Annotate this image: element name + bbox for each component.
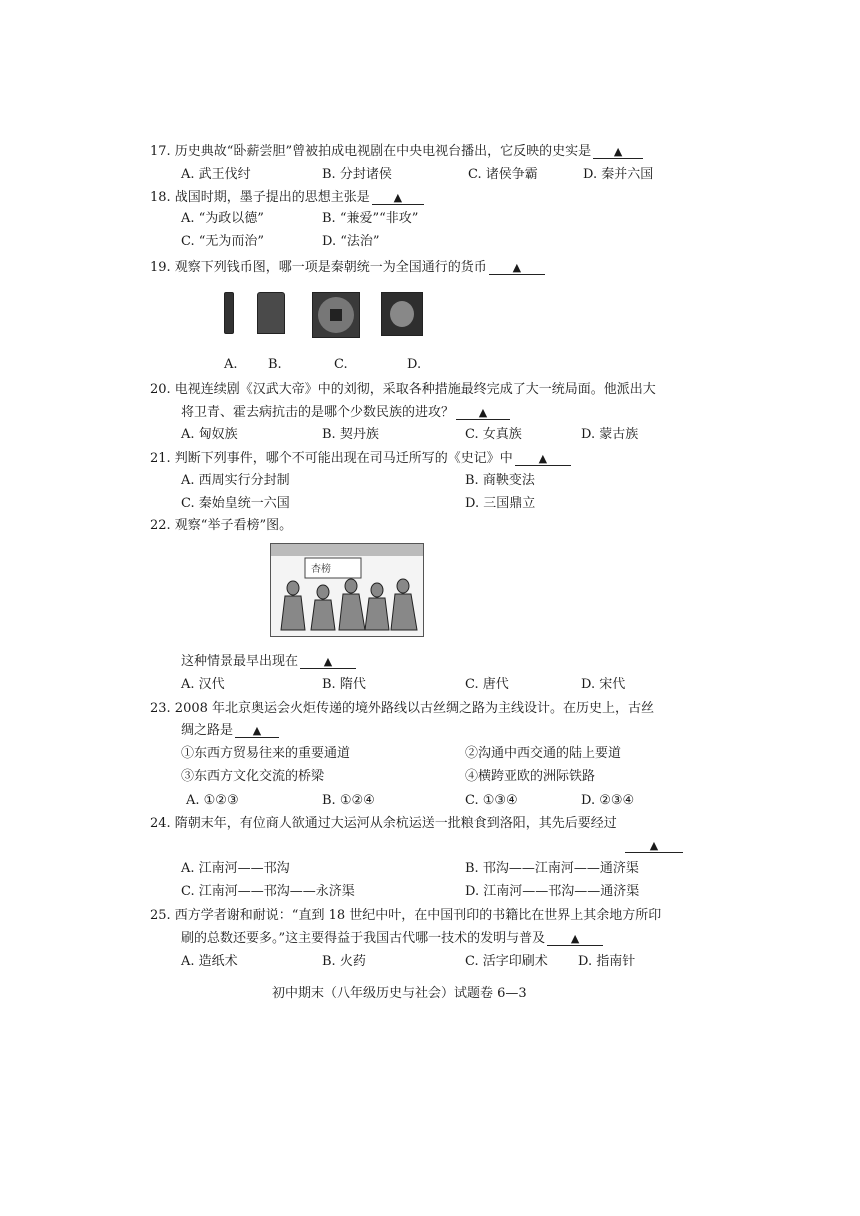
q23-text: 绸之路是 bbox=[181, 723, 234, 738]
q24-option-b[interactable]: B. 邗沟——江南河——通济渠 bbox=[465, 861, 639, 876]
q23-stem-line1: 23. 2008 年北京奥运会火炬传递的境外路线以古丝绸之路为主线设计。在历史上，古丝 bbox=[150, 701, 655, 716]
q20-stem-line1: 20. 电视连续剧《汉武大帝》中的刘彻，采取各种措施最终完成了大一统局面。他派出大 bbox=[150, 382, 656, 397]
coin-knife-image bbox=[224, 292, 234, 334]
q21-answer-blank[interactable]: ▲ bbox=[515, 452, 571, 466]
q21-option-c[interactable]: C. 秦始皇统一六国 bbox=[181, 496, 290, 511]
q23-option-a[interactable]: A. ①②③ bbox=[186, 793, 239, 808]
q17-answer-blank[interactable]: ▲ bbox=[593, 145, 643, 159]
q23-item-1: ①东西方贸易往来的重要通道 bbox=[181, 746, 351, 761]
q23-answer-blank[interactable]: ▲ bbox=[235, 724, 279, 738]
q17-text: 17. 历史典故“卧薪尝胆”曾被拍成电视剧在中央电视台播出，它反映的史实是 bbox=[150, 144, 592, 159]
q22-option-a[interactable]: A. 汉代 bbox=[181, 677, 225, 692]
q25-option-c[interactable]: C. 活字印刷术 bbox=[465, 954, 548, 969]
q22-option-d[interactable]: D. 宋代 bbox=[581, 677, 626, 692]
q24-option-d[interactable]: D. 江南河——邗沟——通济渠 bbox=[465, 884, 640, 899]
q18-option-c[interactable]: C. “无为而治” bbox=[181, 234, 265, 249]
q20-answer-blank[interactable]: ▲ bbox=[456, 406, 510, 420]
q23-item-4: ④横跨亚欧的洲际铁路 bbox=[465, 769, 596, 784]
q19-option-b[interactable]: B. bbox=[268, 357, 282, 372]
q17-stem bbox=[150, 143, 643, 161]
q18-text: 18. 战国时期，墨子提出的思想主张是 bbox=[150, 190, 370, 205]
q19-option-d[interactable]: D. bbox=[407, 357, 422, 372]
q18-stem bbox=[150, 189, 424, 207]
page-footer: 初中期末（八年级历史与社会）试题卷 6—3 bbox=[272, 986, 527, 1001]
q25-option-d[interactable]: D. 指南针 bbox=[578, 954, 636, 969]
q22-follow-text: 这种情景最早出现在 bbox=[181, 654, 299, 669]
q22-option-c[interactable]: C. 唐代 bbox=[465, 677, 509, 692]
q22-option-b[interactable]: B. 隋代 bbox=[322, 677, 366, 692]
q22-followup bbox=[181, 653, 356, 671]
q23-item-3: ③东西方文化交流的桥梁 bbox=[181, 769, 325, 784]
q19-stem bbox=[150, 259, 545, 277]
q24-option-c[interactable]: C. 江南河——邗沟——永济渠 bbox=[181, 884, 355, 899]
q24-answer-blank[interactable]: ▲ bbox=[625, 839, 683, 853]
coin-spade-image bbox=[257, 292, 285, 334]
q21-stem bbox=[150, 450, 571, 468]
q23-stem-line2 bbox=[181, 722, 279, 740]
q22-stem: 22. 观察“举子看榜”图。 bbox=[150, 518, 293, 533]
q25-option-b[interactable]: B. 火药 bbox=[322, 954, 366, 969]
q17-option-c[interactable]: C. 诸侯争霸 bbox=[468, 167, 538, 182]
q17-option-d[interactable]: D. 秦并六国 bbox=[583, 167, 654, 182]
q24-option-a[interactable]: A. 江南河——邗沟 bbox=[181, 861, 290, 876]
q20-stem-line2 bbox=[181, 404, 510, 422]
q23-option-d[interactable]: D. ②③④ bbox=[581, 793, 635, 808]
q19-option-a[interactable]: A. bbox=[224, 357, 238, 372]
q18-option-a[interactable]: A. “为政以德” bbox=[181, 211, 264, 226]
q19-answer-blank[interactable]: ▲ bbox=[489, 261, 545, 275]
q17-option-a[interactable]: A. 武王伐纣 bbox=[181, 167, 251, 182]
q22-answer-blank[interactable]: ▲ bbox=[300, 655, 356, 669]
q25-stem-line1: 25. 西方学者谢和耐说：“直到 18 世纪中叶，在中国刊印的书籍比在世界上其余地方所印 bbox=[150, 908, 662, 923]
q23-option-b[interactable]: B. ①②④ bbox=[322, 793, 375, 808]
q21-option-d[interactable]: D. 三国鼎立 bbox=[465, 496, 536, 511]
q21-option-b[interactable]: B. 商鞅变法 bbox=[465, 473, 535, 488]
q24-stem: 24. 隋朝末年，有位商人欲通过大运河从余杭运送一批粮食到洛阳，其先后要经过 bbox=[150, 816, 617, 831]
q25-stem-line2 bbox=[181, 930, 603, 948]
q21-option-a[interactable]: A. 西周实行分封制 bbox=[181, 473, 290, 488]
q18-option-b[interactable]: B. “兼爱”“非攻” bbox=[322, 211, 419, 226]
coin-round-square-hole-image bbox=[312, 292, 360, 338]
exam-results-scene-image bbox=[270, 543, 424, 637]
q23-option-c[interactable]: C. ①③④ bbox=[465, 793, 518, 808]
q19-text: 19. 观察下列钱币图，哪一项是秦朝统一为全国通行的货币 bbox=[150, 260, 487, 275]
q20-option-c[interactable]: C. 女真族 bbox=[465, 427, 522, 442]
q20-option-d[interactable]: D. 蒙古族 bbox=[581, 427, 639, 442]
q25-option-a[interactable]: A. 造纸术 bbox=[181, 954, 238, 969]
q23-item-2: ②沟通中西交通的陆上要道 bbox=[465, 746, 622, 761]
q19-option-c[interactable]: C. bbox=[334, 357, 348, 372]
q24-blank-line bbox=[625, 837, 683, 855]
q18-answer-blank[interactable]: ▲ bbox=[372, 191, 424, 205]
q25-text: 刷的总数还要多。”这主要得益于我国古代哪一技术的发明与普及 bbox=[181, 931, 546, 946]
q21-text: 21. 判断下列事件，哪个不可能出现在司马迁所写的《史记》中 bbox=[150, 451, 513, 466]
q20-text: 将卫青、霍去病抗击的是哪个少数民族的进攻？ bbox=[181, 405, 455, 420]
q20-option-a[interactable]: A. 匈奴族 bbox=[181, 427, 238, 442]
q17-option-b[interactable]: B. 分封诸侯 bbox=[322, 167, 392, 182]
coin-ant-nose-image bbox=[381, 292, 423, 336]
scene-caption: 杏榜 bbox=[311, 564, 331, 575]
q25-answer-blank[interactable]: ▲ bbox=[547, 932, 603, 946]
q20-option-b[interactable]: B. 契丹族 bbox=[322, 427, 379, 442]
q18-option-d[interactable]: D. “法治” bbox=[322, 234, 380, 249]
